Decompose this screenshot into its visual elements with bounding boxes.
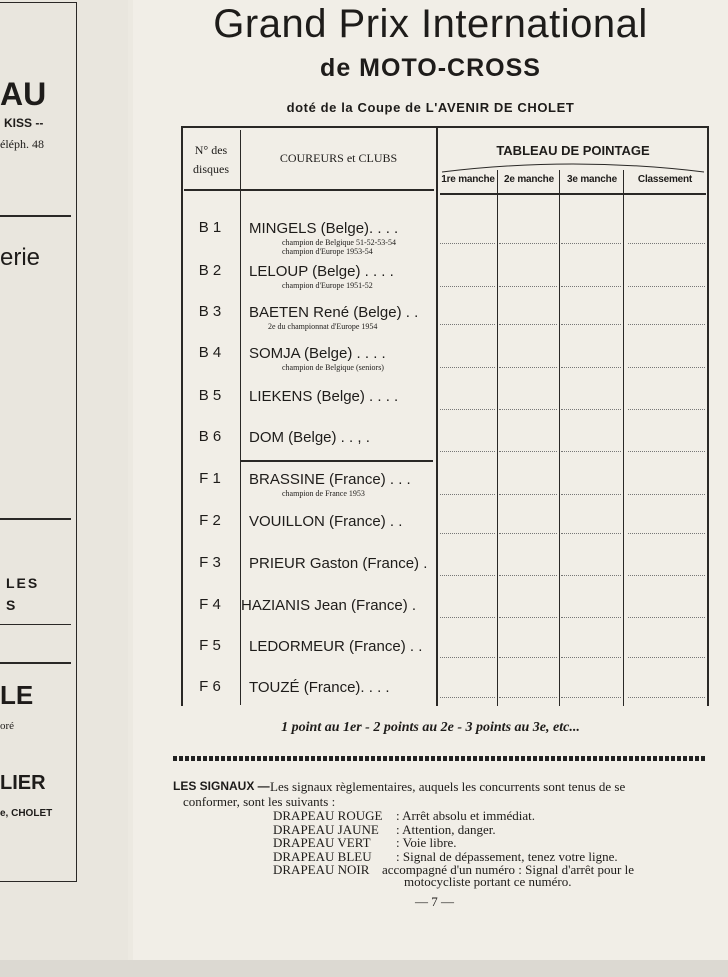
left-ad-text-6: S: [6, 597, 16, 613]
score-cell-line: [628, 324, 705, 325]
left-facing-page: [0, 0, 128, 960]
disc-number: F 4: [199, 596, 221, 613]
subheader-manche-3: 3e manche: [567, 174, 617, 185]
left-divider-4: [0, 662, 71, 664]
subheader-manche-2: 2e manche: [504, 174, 554, 185]
disc-number: F 2: [199, 512, 221, 529]
score-cell-line: [499, 367, 557, 368]
flag-meaning: : Arrêt absolu et immédiat.: [396, 808, 535, 823]
score-cell-line: [628, 409, 705, 410]
disc-number: F 5: [199, 637, 221, 654]
left-ad-text-10: e, CHOLET: [0, 808, 53, 819]
left-ad-text-4: erie: [0, 244, 41, 271]
flag-meaning: : Attention, danger.: [396, 822, 496, 837]
score-cell-line: [440, 367, 495, 368]
score-cell-line: [499, 324, 557, 325]
rider-title: champion de Belgique (seniors): [282, 363, 384, 372]
left-ad-border: [0, 2, 77, 882]
score-cell-line: [440, 494, 495, 495]
page-number: — 7 —: [415, 894, 454, 909]
disc-number: F 1: [199, 470, 221, 487]
score-cell-line: [628, 451, 705, 452]
header-rule-left: [184, 189, 434, 191]
rider-name: HAZIANIS Jean (France) .: [241, 597, 417, 614]
bottom-strip: [0, 960, 728, 977]
score-cell-line: [499, 494, 557, 495]
flag-name: DRAPEAU BLEU: [273, 849, 372, 864]
score-cell-line: [499, 286, 557, 287]
score-cell-line: [561, 324, 621, 325]
header-rule-right: [440, 193, 706, 195]
score-cell-line: [499, 409, 557, 410]
score-cell-line: [499, 697, 557, 698]
score-cell-line: [440, 617, 495, 618]
score-cell-line: [628, 617, 705, 618]
score-cell-line: [561, 494, 621, 495]
score-cell-line: [499, 243, 557, 244]
score-cell-line: [499, 657, 557, 658]
signals-last-line: motocycliste portant ce numéro.: [404, 874, 572, 889]
score-cell-line: [440, 451, 495, 452]
score-cell-line: [561, 617, 621, 618]
left-ad-text-1: AU: [0, 76, 47, 112]
rider-name: LIEKENS (Belge) . . . .: [249, 388, 399, 405]
score-cell-line: [440, 286, 495, 287]
trophy-line: doté de la Coupe de L'AVENIR DE CHOLET: [286, 100, 575, 115]
left-ad-text-8: oré: [0, 720, 15, 732]
table-divider-disc: [240, 130, 241, 705]
page-title: Grand Prix International: [213, 2, 648, 46]
flag-meaning: accompagné d'un numéro : Signal d'arrêt pour le: [382, 862, 634, 877]
disc-number: B 2: [198, 262, 222, 279]
col-div-3: [623, 170, 624, 706]
left-divider-1: [0, 215, 71, 217]
score-cell-line: [628, 243, 705, 244]
signals-intro-2: conformer, sont les suivants :: [183, 794, 336, 809]
score-cell-line: [440, 243, 495, 244]
score-cell-line: [561, 657, 621, 658]
disc-number: B 1: [198, 219, 222, 236]
col-header-disc-2: disques: [193, 162, 229, 176]
disc-number: B 3: [198, 303, 222, 320]
rider-title: 2e du championnat d'Europe 1954: [268, 322, 378, 331]
score-cell-line: [561, 243, 621, 244]
score-cell-line: [440, 533, 495, 534]
subheader-manche-1: 1re manche: [441, 174, 495, 185]
col-div-1: [497, 170, 498, 706]
disc-number: B 4: [198, 344, 222, 361]
rider-name: MINGELS (Belge). . . .: [249, 220, 399, 237]
score-cell-line: [561, 451, 621, 452]
left-ad-text-7: LE: [0, 680, 34, 710]
score-cell-line: [440, 409, 495, 410]
score-cell-line: [440, 657, 495, 658]
points-note: 1 point au 1er - 2 points au 2e - 3 points au 3e, etc...: [281, 720, 580, 735]
flag-name: DRAPEAU NOIR: [273, 862, 370, 877]
signals-label: LES SIGNAUX —: [173, 779, 270, 793]
rider-title: champion de France 1953: [282, 489, 365, 498]
score-cell-line: [561, 575, 621, 576]
table-left-border: [181, 126, 183, 706]
table-right-border: [707, 128, 709, 706]
rider-name: SOMJA (Belge) . . . .: [249, 345, 386, 362]
score-cell-line: [628, 697, 705, 698]
score-cell-line: [628, 575, 705, 576]
rider-name: LELOUP (Belge) . . . .: [249, 263, 394, 280]
left-divider-3: [0, 624, 71, 625]
score-cell-line: [628, 657, 705, 658]
score-cell-line: [628, 367, 705, 368]
col-header-disc-1: N° des: [194, 143, 228, 157]
group-divider: [241, 460, 433, 462]
disc-number: F 3: [199, 554, 221, 571]
rider-title: champion de Belgique 51-52-53-54: [282, 238, 396, 247]
score-cell-line: [561, 367, 621, 368]
rider-name: BRASSINE (France) . . .: [249, 471, 411, 488]
dotted-separator: [173, 756, 706, 761]
table-top-border: [181, 126, 709, 128]
score-cell-line: [499, 617, 557, 618]
score-cell-line: [440, 575, 495, 576]
flag-meaning: : Signal de dépassement, tenez votre ligne.: [396, 849, 618, 864]
flag-meaning: : Voie libre.: [396, 835, 457, 850]
disc-number: B 6: [198, 428, 222, 445]
flag-name: DRAPEAU ROUGE: [273, 808, 383, 823]
score-cell-line: [628, 494, 705, 495]
score-cell-line: [499, 575, 557, 576]
disc-number: B 5: [198, 387, 222, 404]
score-cell-line: [561, 533, 621, 534]
flag-name: DRAPEAU JAUNE: [273, 822, 379, 837]
left-ad-text-3: éléph. 48: [0, 137, 44, 151]
flag-name: DRAPEAU VERT: [273, 835, 371, 850]
score-cell-line: [561, 286, 621, 287]
score-cell-line: [628, 286, 705, 287]
left-ad-text-9: LIER: [0, 772, 46, 794]
signals-intro-1: Les signaux règlementaires, auquels les concurrents sont tenus de se: [270, 779, 626, 794]
table-divider-riders: [436, 128, 438, 706]
subheader-classement: Classement: [637, 174, 693, 185]
score-cell-line: [440, 324, 495, 325]
left-ad-text-5: LES: [6, 575, 40, 591]
score-cell-line: [561, 697, 621, 698]
score-cell-line: [440, 697, 495, 698]
rider-name: DOM (Belge) . . , .: [249, 429, 370, 446]
page-subtitle: de MOTO-CROSS: [320, 54, 541, 82]
col-header-riders: COUREURS et CLUBS: [279, 151, 398, 165]
rider-name: TOUZÉ (France). . . .: [249, 679, 390, 696]
score-cell-line: [499, 533, 557, 534]
score-cell-line: [561, 409, 621, 410]
rider-name: VOUILLON (France) . .: [249, 513, 403, 530]
col-div-2: [559, 170, 560, 706]
score-cell-line: [628, 533, 705, 534]
rider-title: champion d'Europe 1953-54: [282, 247, 373, 256]
col-header-tableau: TABLEAU DE POINTAGE: [496, 143, 650, 158]
rider-title: champion d'Europe 1951-52: [282, 281, 373, 290]
left-divider-2: [0, 518, 71, 520]
rider-name: PRIEUR Gaston (France) .: [249, 555, 428, 572]
rider-name: BAETEN René (Belge) . .: [249, 304, 419, 321]
left-ad-text-2: KISS --: [4, 116, 44, 130]
score-cell-line: [499, 451, 557, 452]
disc-number: F 6: [199, 678, 221, 695]
rider-name: LEDORMEUR (France) . .: [249, 638, 423, 655]
